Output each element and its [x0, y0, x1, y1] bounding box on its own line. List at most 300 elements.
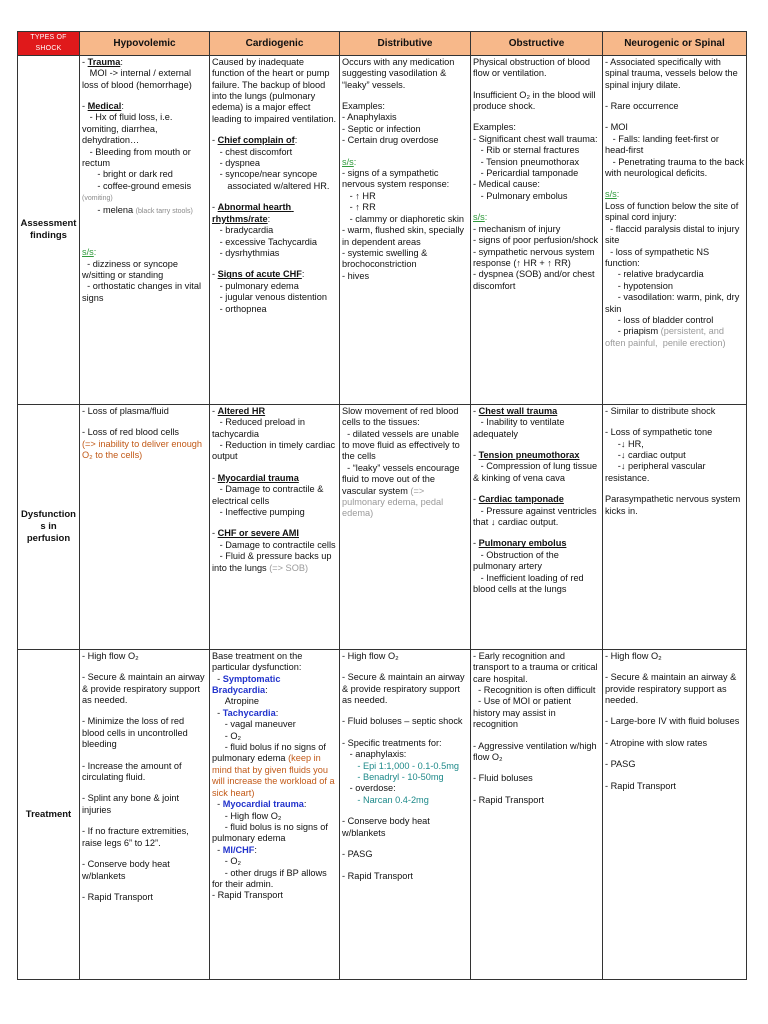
text-run: - Rare occurrence — [605, 101, 679, 112]
text-run: Insufficient O₂ in the blood will produce shock. — [473, 89, 598, 112]
line-spacer — [605, 749, 744, 759]
cell-line — [473, 134, 600, 145]
text-run: - clammy or diaphoretic skin — [342, 213, 465, 224]
line-spacer — [82, 816, 207, 826]
line-spacer — [605, 706, 744, 716]
cell-line — [605, 651, 744, 662]
cell-line — [473, 461, 600, 484]
text-run: - hypotension — [605, 280, 673, 291]
line-spacer — [82, 706, 207, 716]
cell-line — [212, 473, 337, 484]
cell-line — [212, 551, 337, 574]
text-run: - Pressure against ventricles that ↓ cardiac output. — [473, 505, 600, 528]
text-run: - Benadryl - 10-50mg — [342, 772, 444, 783]
text-run: - Inability to ventilate adequately — [473, 417, 567, 439]
cell-treatment-hypovolemic — [80, 649, 210, 979]
cell-line — [473, 191, 600, 202]
text-run: - Significant chest wall trauma: — [473, 133, 598, 144]
text-run: - High flow O₂ — [342, 650, 399, 661]
text-run: Chest wall trauma — [478, 405, 558, 416]
text-run: - Bleeding from mouth or rectum — [82, 146, 194, 169]
cell-line — [473, 573, 600, 596]
line-spacer — [342, 91, 468, 101]
cell-line — [342, 816, 468, 839]
text-run: CHF or severe AMI — [217, 528, 299, 539]
cell-line — [212, 417, 337, 440]
text-run: (=> pulmonary edema, pedal edema) — [342, 485, 446, 519]
cell-line — [212, 540, 337, 551]
cell-line — [473, 157, 600, 168]
cell-line — [212, 135, 337, 146]
text-run: -↓ cardiac output — [605, 450, 686, 461]
cell-line — [473, 269, 600, 292]
cell-line — [212, 158, 337, 169]
text-run: - Splint any bone & joint injuries — [82, 793, 182, 815]
cell-line — [342, 463, 468, 520]
text-run: - syncope/near syncope — [212, 169, 318, 180]
text-run: Altered HR — [217, 405, 266, 416]
text-run: Symptomatic Bradycardia — [212, 673, 283, 696]
text-run: - Fluid boluses — [473, 773, 533, 784]
cell-line — [212, 856, 337, 867]
line-spacer — [473, 763, 600, 773]
cell-line — [605, 122, 744, 133]
text-run: - melena — [82, 204, 136, 215]
text-run: : — [93, 247, 97, 258]
text-run: - Compression of lung tissue & kinking of vena cava — [473, 461, 600, 483]
line-spacer — [605, 728, 744, 738]
text-run: Occurs with any medication suggesting vasodilation & “leaky” vessels. — [342, 56, 457, 90]
text-run: - — [473, 450, 479, 461]
text-run: - systemic swelling & brochoconstriction — [342, 247, 430, 270]
text-run: - — [212, 202, 218, 213]
text-run: - Conserve body heat w/blankets — [82, 859, 173, 881]
text-run: - Fluid boluses – septic shock — [342, 716, 463, 727]
cell-dysfunctions-in-perfusion-hypovolemic — [80, 404, 210, 649]
cell-line — [473, 685, 600, 696]
cell-line — [82, 406, 207, 417]
text-run: - High flow O₂ — [605, 650, 662, 661]
column-header-cardiogenic: Cardiogenic — [210, 32, 340, 56]
cell-line — [605, 57, 744, 91]
text-run: s/s — [473, 212, 485, 223]
cell-line — [212, 811, 337, 822]
text-run: - Large-bore IV with fluid boluses — [605, 716, 740, 727]
text-run: - Similar to distribute shock — [605, 405, 716, 416]
line-spacer — [473, 112, 600, 122]
cell-line — [605, 134, 744, 157]
text-run: - Inefficient loading of red blood cells at the lungs — [473, 572, 587, 595]
line-spacer — [605, 484, 744, 494]
cell-line — [212, 528, 337, 539]
cell-treatment-obstructive — [471, 649, 603, 979]
cell-line — [473, 122, 600, 133]
text-run: Trauma — [87, 56, 121, 67]
cell-line — [473, 57, 600, 80]
cell-line — [212, 248, 337, 259]
table-row-assessment-findings — [18, 55, 747, 404]
cell-line — [82, 859, 207, 882]
cell-line — [605, 781, 744, 792]
cell-treatment-neurogenic — [603, 649, 747, 979]
cell-line — [212, 292, 337, 303]
text-run: Examples: — [342, 101, 385, 112]
cell-line — [212, 225, 337, 236]
text-run: - If no fracture extremities, raise legs 6” to 12”. — [82, 826, 192, 848]
text-run: - Associated specifically with spinal trauma, vessels below the spinal injury dilate. — [605, 56, 741, 90]
line-spacer — [82, 783, 207, 793]
text-run: : — [616, 189, 620, 200]
cell-line — [82, 427, 207, 438]
cell-line — [212, 731, 337, 742]
text-run: - Pulmonary embolus — [473, 190, 568, 201]
text-run: Signs of acute CHF — [217, 269, 302, 280]
cell-assessment-findings-hypovolemic — [80, 55, 210, 404]
text-run: - overdose: — [342, 783, 396, 794]
line-spacer — [605, 771, 744, 781]
text-run: - — [212, 707, 223, 718]
cell-line — [342, 248, 468, 271]
line-spacer — [342, 706, 468, 716]
cell-line — [212, 237, 337, 248]
text-run: - Pericardial tamponade — [473, 168, 579, 179]
text-run: - — [82, 101, 88, 112]
text-run: - O₂ — [212, 856, 242, 867]
line-spacer — [82, 237, 207, 247]
text-run: : — [303, 799, 307, 810]
cell-line — [212, 708, 337, 719]
line-spacer — [342, 861, 468, 871]
text-run: Abnormal hearth rhythms/rate — [212, 202, 294, 224]
cell-assessment-findings-cardiogenic — [210, 55, 340, 404]
line-spacer — [82, 217, 207, 227]
row-header-treatment: Treatment — [18, 649, 80, 979]
cell-line — [342, 406, 468, 429]
cell-line — [212, 281, 337, 292]
cell-assessment-findings-neurogenic — [603, 55, 747, 404]
text-run: - Secure & maintain an airway & provide respiratory support as needed. — [82, 672, 208, 706]
text-run: - Ineffective pumping — [212, 507, 305, 518]
text-run: (=> SOB) — [269, 562, 309, 573]
cell-line — [342, 225, 468, 248]
text-run: - Secure & maintain an airway & provide respiratory support as needed. — [342, 672, 468, 706]
text-run: (=> inability to deliver enough O₂ to the cells) — [82, 438, 205, 461]
cell-line — [82, 892, 207, 903]
text-run: - orthopnea — [212, 303, 267, 314]
line-spacer — [212, 192, 337, 202]
cell-line — [473, 145, 600, 156]
line-spacer — [212, 463, 337, 473]
cell-line — [473, 406, 600, 417]
cell-line — [82, 439, 207, 462]
cell-line — [473, 550, 600, 573]
cell-line — [212, 674, 337, 697]
text-run: -↓ peripheral vascular resistance. — [605, 461, 709, 483]
text-run: - — [212, 405, 218, 416]
cell-line — [473, 224, 600, 235]
text-run: : — [120, 56, 123, 67]
cell-line — [342, 672, 468, 706]
cell-line — [473, 773, 600, 784]
text-run: MI/CHF — [222, 844, 255, 855]
text-run: - dizziness or syncope w/sitting or standing — [82, 258, 181, 280]
cell-line — [82, 247, 207, 258]
text-run: - Rapid Transport — [82, 891, 153, 902]
cell-line — [212, 507, 337, 518]
text-run: - Certain drug overdose — [342, 135, 439, 146]
cell-line — [342, 214, 468, 225]
cell-line — [82, 651, 207, 662]
text-run: - Rapid Transport — [473, 794, 544, 805]
cell-line — [473, 90, 600, 113]
text-run: : — [275, 707, 279, 718]
text-run: - jugular venous distention — [212, 292, 327, 303]
text-run: - vagal maneuver — [212, 719, 296, 730]
cell-line — [82, 101, 207, 112]
cell-line — [342, 849, 468, 860]
text-run: - Recognition is often difficult — [473, 685, 596, 696]
cell-line — [212, 696, 337, 707]
cell-line — [212, 742, 337, 799]
cell-line — [605, 461, 744, 484]
line-spacer — [82, 91, 207, 101]
cell-line — [212, 822, 337, 845]
cell-line — [605, 439, 744, 450]
text-run: Myocardial trauma — [222, 799, 304, 810]
text-run: - Septic or infection — [342, 123, 421, 134]
text-run: - dysrhythmias — [212, 247, 280, 258]
text-run: - bradycardia — [212, 225, 274, 236]
cell-line — [473, 168, 600, 179]
text-run: (black tarry stools) — [135, 207, 193, 215]
text-run: - Hx of fluid loss, i.e. vomiting, diarrhea, dehydration… — [82, 112, 175, 146]
cell-line — [342, 738, 468, 749]
cell-line — [473, 795, 600, 806]
cell-line — [212, 868, 337, 891]
text-run: Slow movement of red blood cells to the tissues: — [342, 405, 461, 428]
cell-line — [342, 772, 468, 783]
cell-assessment-findings-distributive — [340, 55, 471, 404]
cell-line — [605, 738, 744, 749]
cell-line — [212, 406, 337, 417]
text-run: - Loss of plasma/fluid — [82, 405, 169, 416]
cell-line — [605, 427, 744, 438]
cell-dysfunctions-in-perfusion-obstructive — [471, 404, 603, 649]
text-run: - — [473, 538, 479, 549]
cell-line — [212, 202, 337, 225]
cell-line — [342, 651, 468, 662]
text-run: MOI -> internal / external loss of blood (hemorrhage) — [82, 68, 194, 90]
text-run: -↓ HR, — [605, 438, 644, 449]
cell-assessment-findings-obstructive — [471, 55, 603, 404]
text-run: - Loss of sympathetic tone — [605, 427, 713, 438]
text-run: - Narcan 0.4-2mg — [342, 794, 429, 805]
line-spacer — [473, 440, 600, 450]
cell-line — [82, 761, 207, 784]
cell-treatment-cardiogenic — [210, 649, 340, 979]
text-run: - Aggressive ventilation w/high flow O₂ — [473, 740, 600, 763]
cell-line — [473, 179, 600, 190]
text-run: - Secure & maintain an airway & provide respiratory support as needed. — [605, 672, 739, 706]
row-header-assessment-findings: Assessment findings — [18, 55, 80, 404]
text-run: - — [473, 494, 479, 505]
text-run: - Rapid Transport — [605, 780, 676, 791]
text-run: - fluid bolus if no signs of pulmonary edema — [212, 742, 329, 764]
text-run: - — [473, 405, 479, 416]
text-run: Tachycardia — [222, 707, 276, 718]
text-run: Loss of function below the site of spinal cord injury: — [605, 200, 741, 223]
corner-label: TYPES OF SHOCK — [18, 32, 80, 56]
text-run: - — [212, 135, 218, 146]
cell-line — [605, 269, 744, 280]
text-run: - — [212, 673, 223, 684]
header-row — [18, 32, 747, 56]
text-run: - Conserve body heat w/blankets — [342, 816, 433, 838]
line-spacer — [342, 839, 468, 849]
cell-line — [473, 506, 600, 529]
line-spacer — [605, 112, 744, 122]
text-run: : — [121, 101, 124, 112]
text-run: - Medical cause: — [473, 179, 540, 190]
text-run: - loss of bladder control — [605, 314, 714, 325]
cell-line — [212, 304, 337, 315]
line-spacer — [605, 91, 744, 101]
cell-line — [342, 191, 468, 202]
cell-line — [82, 68, 207, 91]
cell-treatment-distributive — [340, 649, 471, 979]
text-run: associated w/altered HR. — [212, 180, 330, 191]
cell-line — [82, 826, 207, 849]
text-run: Physical obstruction of blood flow or ventilation. — [473, 56, 593, 79]
cell-line — [212, 440, 337, 463]
text-run: - signs of a sympathetic nervous system response: — [342, 168, 450, 190]
line-spacer — [473, 528, 600, 538]
cell-line — [473, 417, 600, 440]
cell-line — [342, 271, 468, 282]
cell-line — [605, 292, 744, 315]
cell-line — [212, 890, 337, 901]
text-run: - Damage to contractile & electrical cells — [212, 484, 326, 506]
line-spacer — [212, 125, 337, 135]
text-run: - Reduction in timely cardiac output — [212, 440, 338, 462]
cell-line — [212, 269, 337, 280]
cell-line — [605, 326, 744, 349]
text-run: : — [267, 213, 271, 224]
line-spacer — [473, 202, 600, 212]
cell-line — [342, 112, 468, 123]
cell-line — [82, 169, 207, 180]
cell-line — [212, 719, 337, 730]
text-run: - ↑ HR — [342, 190, 376, 201]
text-run: - vasodilation: warm, pink, dry skin — [605, 292, 742, 314]
cell-line — [342, 124, 468, 135]
line-spacer — [473, 484, 600, 494]
cell-line — [342, 157, 468, 168]
cell-line — [342, 168, 468, 191]
cell-line — [212, 484, 337, 507]
cell-line — [605, 201, 744, 224]
text-run: - Use of MOI or patient history may assist in recognition — [473, 696, 574, 730]
line-spacer — [82, 417, 207, 427]
cell-line — [82, 672, 207, 706]
text-run: Parasympathetic nervous system kicks in. — [605, 494, 743, 516]
cell-line — [605, 281, 744, 292]
cell-line — [605, 224, 744, 247]
cell-line — [605, 101, 744, 112]
cell-line — [473, 450, 600, 461]
line-spacer — [605, 662, 744, 672]
cell-line — [212, 799, 337, 810]
line-spacer — [342, 147, 468, 157]
cell-line — [473, 696, 600, 730]
text-run: - flaccid paralysis distal to injury site — [605, 223, 742, 246]
text-run: - O₂ — [212, 730, 242, 741]
text-run: : — [484, 212, 488, 223]
shock-types-table — [17, 31, 747, 980]
text-run: - Reduced preload in tachycardia — [212, 417, 308, 439]
text-run: - anaphylaxis: — [342, 749, 407, 760]
cell-line — [82, 793, 207, 816]
cell-line — [473, 538, 600, 549]
text-run: Atropine — [212, 696, 259, 707]
text-run: - — [212, 472, 218, 483]
column-header-distributive: Distributive — [340, 32, 471, 56]
line-spacer — [82, 751, 207, 761]
column-header-neurogenic: Neurogenic or Spinal — [603, 32, 747, 56]
text-run: - bright or dark red — [82, 169, 173, 180]
text-run: - dilated vessels are unable to move fluid as effectively to the cells — [342, 428, 463, 462]
cell-line — [473, 235, 600, 246]
cell-line — [82, 205, 207, 217]
cell-line — [473, 247, 600, 270]
cell-line — [605, 315, 744, 326]
text-run: - Atropine with slow rates — [605, 737, 708, 748]
table-row-dysfunctions-in-perfusion — [18, 404, 747, 649]
text-run: - — [212, 528, 218, 539]
column-header-obstructive: Obstructive — [471, 32, 603, 56]
column-header-hypovolemic: Hypovolemic — [80, 32, 210, 56]
cell-line — [473, 212, 600, 223]
text-run: - relative bradycardia — [605, 269, 704, 280]
cell-line — [82, 281, 207, 304]
text-run: - ↑ RR — [342, 202, 376, 213]
cell-line — [82, 57, 207, 68]
text-run: - “leaky” vessels encourage fluid to move out of the vascular system — [342, 462, 463, 496]
line-spacer — [473, 731, 600, 741]
cell-line — [212, 651, 337, 674]
text-run: (vomiting) — [82, 195, 113, 203]
cell-line — [605, 247, 744, 270]
cell-line — [82, 716, 207, 750]
text-run: - hives — [342, 270, 370, 281]
cell-line — [82, 181, 207, 205]
text-run: - High flow O₂ — [212, 810, 282, 821]
text-run: s/s — [605, 189, 617, 200]
text-run: : — [254, 844, 257, 855]
line-spacer — [605, 417, 744, 427]
cell-line — [605, 759, 744, 770]
cell-dysfunctions-in-perfusion-distributive — [340, 404, 471, 649]
text-run: - orthostatic changes in vital signs — [82, 281, 204, 303]
cell-line — [342, 783, 468, 794]
text-run: - Specific treatments for: — [342, 737, 442, 748]
cell-dysfunctions-in-perfusion-neurogenic — [603, 404, 747, 649]
cell-line — [473, 651, 600, 685]
cell-line — [342, 57, 468, 91]
text-run: s/s — [342, 156, 354, 167]
text-run: - signs of poor perfusion/shock — [473, 235, 599, 246]
cell-line — [605, 189, 744, 200]
